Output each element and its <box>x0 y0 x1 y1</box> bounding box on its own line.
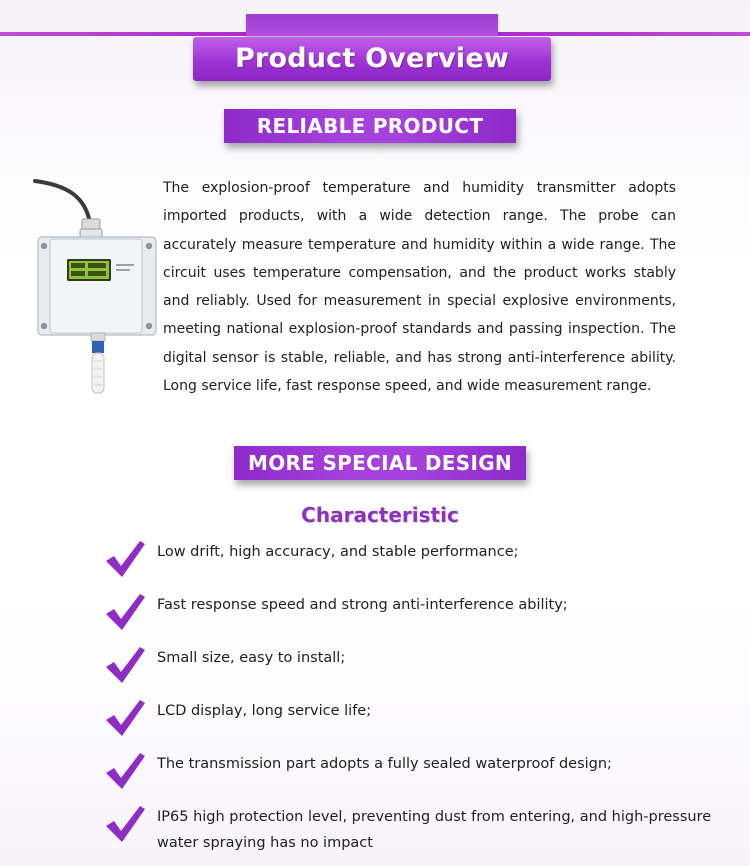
feature-text: IP65 high protection level, preventing dust from entering, and high-pressure water spraying has no impact <box>157 809 712 851</box>
feature-item <box>104 804 734 860</box>
characteristic-title: Characteristic <box>301 503 459 527</box>
feature-text: Fast response speed and strong anti-interference ability; <box>157 597 568 613</box>
section-heading-reliable: RELIABLE PRODUCT <box>224 109 516 143</box>
feature-item <box>104 539 734 587</box>
feature-text: The transmission part adopts a fully sealed waterproof design; <box>157 756 612 772</box>
feature-item <box>104 751 734 799</box>
checkmark-icon <box>104 698 146 738</box>
feature-text: Small size, easy to install; <box>157 650 346 666</box>
page-title: Product Overview <box>193 37 551 81</box>
checkmark-icon <box>104 592 146 632</box>
feature-item <box>104 592 734 640</box>
section-heading-special: MORE SPECIAL DESIGN <box>234 446 526 480</box>
intro-paragraph: The explosion-proof temperature and humidity transmitter adopts imported products, with a wide detection range. The probe can accurately measure temperature and humidity within a wide range. The circuit uses temperature compensation, and the product works stably and reliably. Used for measurement in special explosive environments, meeting national explosion-proof standards and passing inspection. The digital sensor is stable, reliable, and has strong anti-interference ability. Long service life, fast response speed, and wide measurement range. <box>163 180 676 395</box>
checkmark-icon <box>104 751 146 791</box>
feature-item <box>104 698 734 746</box>
feature-item <box>104 645 734 693</box>
checkmark-icon <box>104 645 146 685</box>
checkmark-icon <box>104 804 146 844</box>
feature-text: Low drift, high accuracy, and stable performance; <box>157 544 519 560</box>
checkmark-icon <box>104 539 146 579</box>
feature-text: LCD display, long service life; <box>157 703 372 719</box>
transmitter-product-image <box>30 175 160 400</box>
title-cap-decoration <box>246 14 498 36</box>
